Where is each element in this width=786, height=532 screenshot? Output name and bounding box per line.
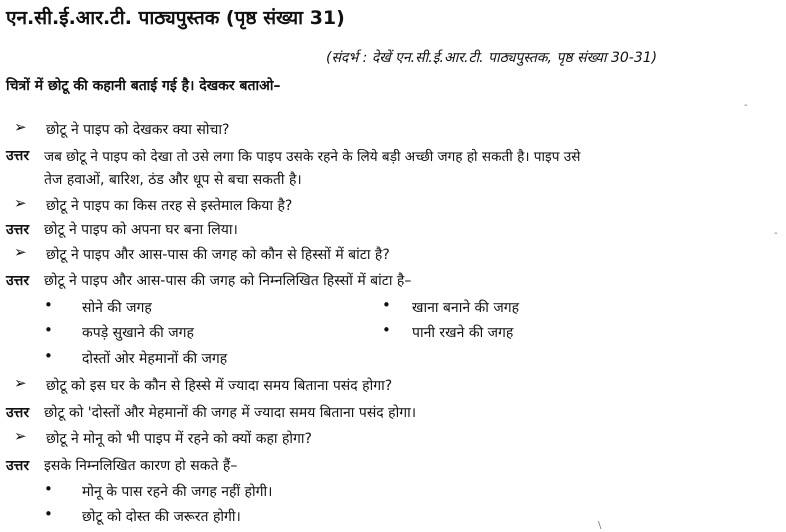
question-4: छोटू को इस घर के कौन से हिस्से में ज्यादा समय बिताना पसंद होगा? bbox=[46, 378, 393, 394]
answer-3: छोटू ने पाइप और आस-पास की जगह को निम्नलिखित हिस्सों में बांटा है– bbox=[44, 273, 412, 289]
question-5: छोटू ने मोनू को भी पाइप में रहने को क्यों कहा होगा? bbox=[46, 431, 312, 447]
question-arrow-icon: ➢ bbox=[14, 427, 27, 445]
answer-1-line-1: जब छोटू ने पाइप को देखा तो उसे लगा कि पाइप उसके रहने के लिये बड़ी अच्छी जगह हो सकती है। पाइप उसे bbox=[44, 149, 581, 165]
answer-2: छोटू ने पाइप को अपना घर बना लिया। bbox=[44, 222, 238, 238]
question-arrow-icon: ➢ bbox=[14, 243, 27, 261]
page-heading: एन.सी.ई.आर.टी. पाठ्यपुस्तक (पृष्ठ संख्या 31) bbox=[6, 7, 345, 29]
answer-label: उत्तर bbox=[6, 405, 30, 421]
list-item: खाना बनाने की जगह bbox=[412, 300, 520, 316]
list-item: मोनू के पास रहने की जगह नहीं होगी। bbox=[82, 484, 273, 500]
question-1: छोटू ने पाइप को देखकर क्या सोचा? bbox=[46, 122, 230, 138]
question-arrow-icon: ➢ bbox=[14, 194, 27, 212]
question-3: छोटू ने पाइप और आस-पास की जगह को कौन से हिस्सों में बांटा है? bbox=[46, 247, 390, 263]
list-item: पानी रखने की जगह bbox=[412, 325, 514, 341]
list-item: सोने की जगह bbox=[82, 300, 152, 316]
list-item: दोस्तों ओर मेहमानों की जगह bbox=[82, 351, 228, 367]
scan-speck: - bbox=[774, 228, 778, 239]
answer-4: छोटू को 'दोस्तों और मेहमानों की जगह में ज्यादा समय बिताना पसंद होगा। bbox=[44, 405, 417, 421]
list-item: कपड़े सुखाने की जगह bbox=[82, 325, 194, 341]
scan-speck: - bbox=[744, 100, 748, 111]
scan-speck: \ bbox=[598, 520, 602, 531]
reference-note: (संदर्भ : देखें एन.सी.ई.आर.टी. पाठ्यपुस्तक, पृष्ठ संख्या 30-31) bbox=[326, 50, 658, 66]
bullet-icon: • bbox=[44, 321, 53, 339]
answer-1-line-2: तेज हवाओं, बारिश, ठंड और धूप से बचा सकती है। bbox=[44, 172, 302, 188]
question-arrow-icon: ➢ bbox=[14, 118, 27, 136]
intro-instruction: चित्रों में छोटू की कहानी बताई गई है। देखकर बताओ– bbox=[6, 78, 281, 94]
bullet-icon: • bbox=[44, 296, 53, 314]
list-item: छोटू को दोस्त की जरूरत होगी। bbox=[82, 509, 241, 525]
question-2: छोटू ने पाइप का किस तरह से इस्तेमाल किया है? bbox=[46, 198, 293, 214]
answer-label: उत्तर bbox=[6, 148, 30, 164]
bullet-icon: • bbox=[382, 296, 391, 314]
bullet-icon: • bbox=[44, 505, 53, 523]
question-arrow-icon: ➢ bbox=[14, 374, 27, 392]
bullet-icon: • bbox=[44, 347, 53, 365]
answer-label: उत्तर bbox=[6, 222, 30, 238]
answer-5: इसके निम्नलिखित कारण हो सकते हैं– bbox=[44, 458, 238, 474]
bullet-icon: • bbox=[44, 480, 53, 498]
answer-label: उत्तर bbox=[6, 273, 30, 289]
answer-label: उत्तर bbox=[6, 458, 30, 474]
bullet-icon: • bbox=[382, 321, 391, 339]
